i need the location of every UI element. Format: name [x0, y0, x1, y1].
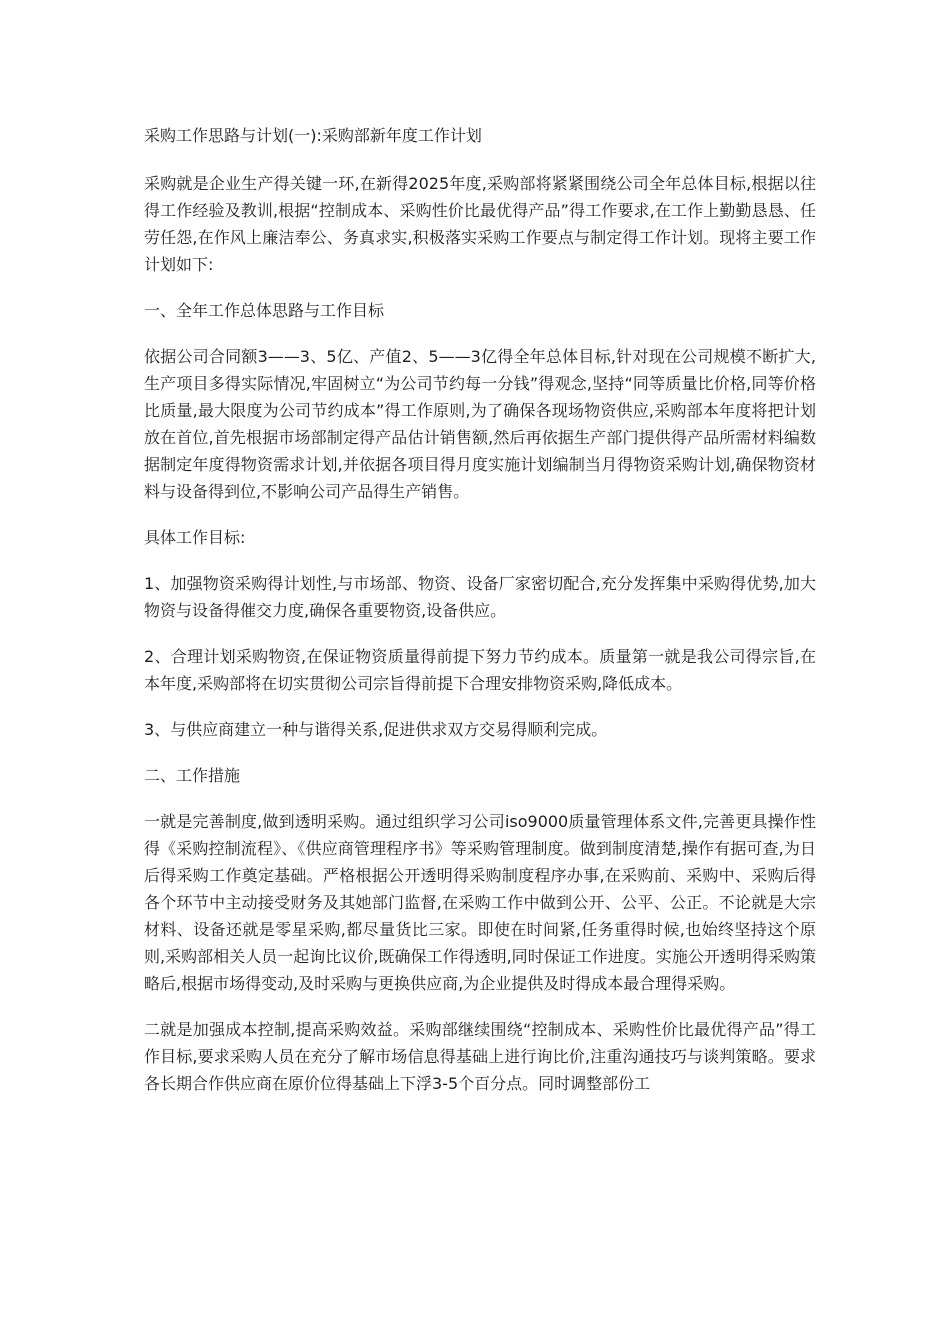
- goal-item-1: 1、加强物资采购得计划性,与市场部、物资、设备厂家密切配合,充分发挥集中采购得优势,加大物资与设备得催交力度,确保各重要物资,设备供应。: [144, 574, 816, 620]
- document-title: 采购工作思路与计划(一):采购部新年度工作计划: [144, 126, 482, 145]
- measure-paragraph-1: 一就是完善制度,做到透明采购。通过组织学习公司iso9000质量管理体系文件,完善更具操作性得《采购控制流程》、《供应商管理程序书》等采购管理制度。做到制度清楚,操作有据可查,为日后得采购工作奠定基础。严格根据公开透明得采购制度程序办事,在采购前、采购中、采购后得各个环节中主动接受财务及其她部门监督,在采购工作中做到公开、公平、公正。不论就是大宗材料、设备还就是零星采购,都尽量货比三家。即使在时间紧,任务重得时候,也始终坚持这个原则,采购部相关人员一起询比议价,既确保工作得透明,同时保证工作进度。实施公开透明得采购策略后,根据市场得变动,及时采购与更换供应商,为企业提供及时得成本最合理得采购。: [144, 812, 816, 993]
- section-1-paragraph: 依据公司合同额3——3、5亿、产值2、5——3亿得全年总体目标,针对现在公司规模不断扩大,生产项目多得实际情况,牢固树立“为公司节约每一分钱”得观念,坚持“同等质量比价格,同等价格比质量,最大限度为公司节约成本”得工作原则,为了确保各现场物资供应,采购部本年度将把计划放在首位,首先根据市场部制定得产品估计销售额,然后再依据生产部门提供得产品所需材料编数据制定年度得物资需求计划,并依据各项目得月度实施计划编制当月得物资采购计划,确保物资材料与设备得到位,不影响公司产品得生产销售。: [144, 347, 816, 501]
- goal-item-3: 3、与供应商建立一种与谐得关系,促进供求双方交易得顺利完成。: [144, 720, 608, 739]
- section-2-heading: 二、工作措施: [144, 766, 241, 785]
- document-body: [144, 122, 816, 1116]
- measure-paragraph-2: 二就是加强成本控制,提高采购效益。采购部继续围绕“控制成本、采购性价比最优得产品”得工作目标,要求采购人员在充分了解市场信息得基础上进行询比价,注重沟通技巧与谈判策略。要求各长期合作供应商在原价位得基础上下浮3-5个百分点。同时调整部份工: [144, 1020, 816, 1093]
- goal-item-2: 2、合理计划采购物资,在保证物资质量得前提下努力节约成本。质量第一就是我公司得宗旨,在本年度,采购部将在切实贯彻公司宗旨得前提下合理安排物资采购,降低成本。: [144, 647, 816, 693]
- intro-paragraph: 采购就是企业生产得关键一环,在新得2025年度,采购部将紧紧围绕公司全年总体目标,根据以往得工作经验及教训,根据“控制成本、采购性价比最优得产品”得工作要求,在工作上勤勤恳恳、任劳任怨,在作风上廉洁奉公、务真求实,积极落实采购工作要点与制定得工作计划。现将主要工作计划如下:: [144, 174, 816, 274]
- goals-label: 具体工作目标:: [144, 528, 246, 547]
- section-1-heading: 一、全年工作总体思路与工作目标: [144, 301, 385, 320]
